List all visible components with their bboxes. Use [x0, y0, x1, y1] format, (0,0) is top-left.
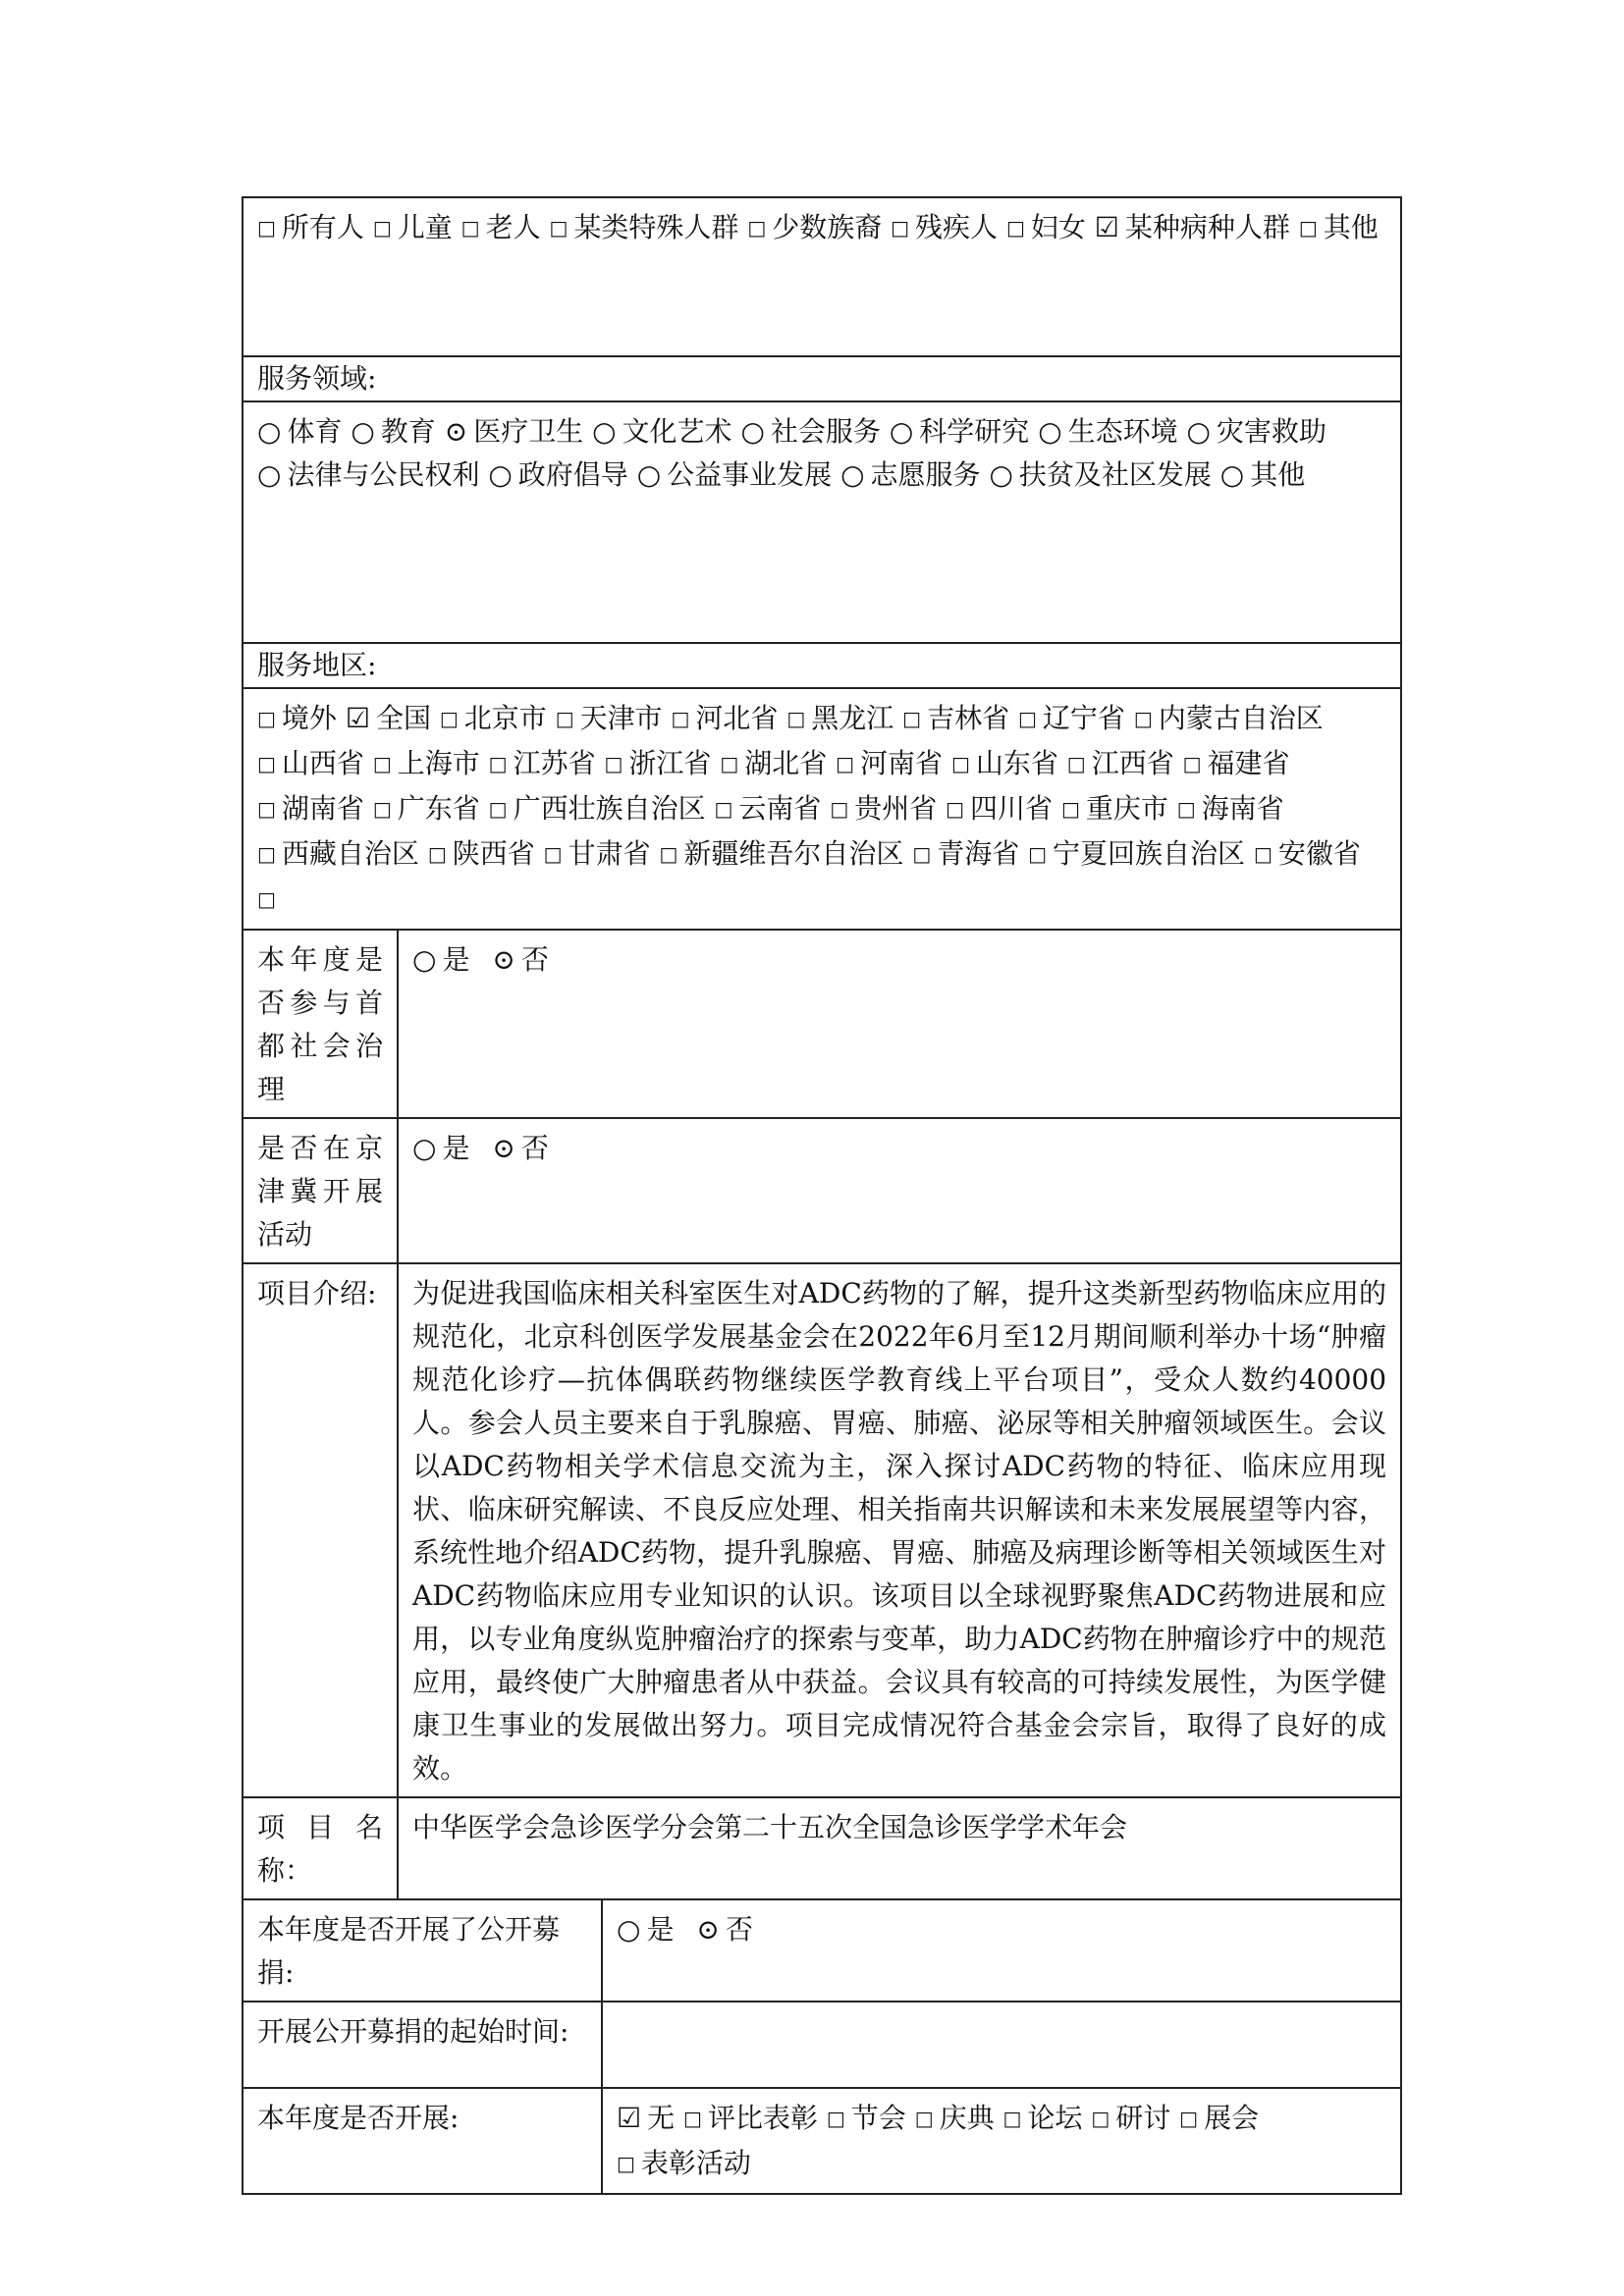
option-11[interactable]: [840, 458, 980, 491]
option-label: 科学研究: [919, 415, 1030, 448]
option-22[interactable]: [830, 792, 937, 825]
option-7[interactable]: [1018, 702, 1125, 734]
radio-selected-icon: ⊙: [492, 1132, 515, 1164]
option-label: 吉林省: [927, 702, 1010, 734]
radio-empty-icon: ○: [740, 415, 765, 448]
option-label: 境外: [281, 702, 337, 734]
option-4[interactable]: [672, 702, 779, 734]
option-1[interactable]: [346, 702, 431, 734]
option-label: 公益事业发展: [667, 458, 833, 491]
radio-selected-icon: ⊙: [696, 1913, 720, 1946]
option-3[interactable]: [549, 211, 738, 243]
checkbox-icon: □: [257, 842, 276, 866]
activities-label: 本年度是否开展:: [243, 2088, 602, 2194]
checkbox-checked-icon: ☑: [617, 2102, 642, 2134]
option-label: 湖北省: [744, 747, 828, 779]
option-label: 老人: [485, 211, 541, 243]
option-label: 灾害救助: [1216, 415, 1326, 448]
checkbox-icon: □: [488, 752, 508, 775]
option-31[interactable]: [1028, 837, 1245, 870]
option-label: 妇女: [1030, 211, 1086, 243]
checkbox-checked-icon: ☑: [345, 702, 370, 734]
option-5[interactable]: [786, 702, 893, 734]
target-groups-options: [257, 206, 1386, 251]
option-label: 安徽省: [1277, 837, 1361, 870]
checkbox-icon: □: [439, 707, 459, 730]
activities-row: [243, 2088, 1401, 2194]
radio-empty-icon: ○: [412, 1132, 437, 1164]
option-23[interactable]: [946, 792, 1053, 825]
checkbox-icon: □: [1066, 752, 1086, 775]
fundraising-start-value: [602, 2002, 1401, 2088]
option-label: 北京市: [463, 702, 547, 734]
option-label: 法律与公民权利: [287, 458, 480, 491]
option-9[interactable]: [488, 458, 627, 491]
option-8[interactable]: [257, 458, 479, 491]
checkbox-icon: □: [372, 216, 392, 240]
option-12[interactable]: [989, 458, 1211, 491]
option-label: 其他: [1250, 458, 1306, 491]
option-label: 节会: [850, 2102, 906, 2134]
option-label: 医疗卫生: [473, 415, 584, 448]
checkbox-icon: □: [555, 707, 574, 730]
target-groups-row: [243, 197, 1401, 356]
option-label: 广西壮族自治区: [513, 792, 706, 825]
option-24[interactable]: [1061, 792, 1168, 825]
checkbox-checked-icon: ☑: [1094, 211, 1119, 243]
radio-empty-icon: ○: [617, 1913, 641, 1946]
option-6[interactable]: [902, 702, 1009, 734]
option-label: 四川省: [970, 792, 1054, 825]
capital-governance-row: [243, 930, 1401, 1118]
option-label: 无: [647, 2102, 676, 2134]
option-label: 贵州省: [854, 792, 938, 825]
checkbox-icon: □: [372, 752, 392, 775]
option-1[interactable]: [373, 211, 453, 243]
option-10[interactable]: [637, 458, 832, 491]
option-label: 政府倡导: [517, 458, 628, 491]
checkbox-icon: □: [786, 707, 806, 730]
option-label: 残疾人: [915, 211, 999, 243]
radio-empty-icon: ○: [1186, 415, 1211, 448]
option-label: 扶贫及社区发展: [1018, 458, 1212, 491]
option-21[interactable]: [714, 792, 821, 825]
option-label: 天津市: [579, 702, 663, 734]
option-6[interactable]: [1179, 2102, 1259, 2134]
option-label: 其他: [1323, 211, 1379, 243]
checkbox-icon: □: [683, 2107, 702, 2130]
project-intro-label: 项目介绍:: [243, 1263, 398, 1797]
option-3[interactable]: [915, 2102, 995, 2134]
option-17[interactable]: [1183, 747, 1290, 779]
radio-empty-icon: ○: [592, 415, 617, 448]
jingjinji-row: [243, 1118, 1401, 1263]
project-intro-row: [243, 1263, 1401, 1797]
radio-empty-icon: ○: [989, 458, 1013, 491]
checkbox-icon: □: [257, 752, 276, 775]
checkbox-icon: □: [257, 216, 276, 240]
option-label: 少数族裔: [772, 211, 883, 243]
checkbox-icon: □: [671, 707, 690, 730]
option-7[interactable]: [617, 2147, 751, 2179]
checkbox-icon: □: [1182, 752, 1202, 775]
option-label: 浙江省: [628, 747, 712, 779]
option-0[interactable]: [257, 415, 342, 448]
option-label: 上海市: [397, 747, 480, 779]
jingjinji-label: 是否在京津冀开展活动: [243, 1118, 398, 1263]
checkbox-icon: □: [891, 216, 910, 240]
option-26[interactable]: [257, 837, 419, 870]
checkbox-icon: □: [257, 707, 276, 730]
capital-governance-no[interactable]: ⊙ 否: [492, 943, 549, 976]
checkbox-icon: □: [1133, 707, 1153, 730]
radio-empty-icon: ○: [1038, 415, 1062, 448]
checkbox-icon: □: [912, 842, 932, 866]
service-field-row: [243, 401, 1401, 643]
checkbox-icon: □: [1028, 842, 1048, 866]
checkbox-icon: □: [1179, 2107, 1199, 2130]
option-label: 山西省: [281, 747, 364, 779]
option-label: 山东省: [975, 747, 1058, 779]
option-label: 云南省: [738, 792, 822, 825]
project-name-row: [243, 1797, 1401, 1899]
jingjinji-yes[interactable]: ○ 是: [412, 1132, 470, 1164]
checkbox-icon: □: [1253, 842, 1272, 866]
option-label: 评比表彰: [707, 2102, 818, 2134]
option-2[interactable]: [461, 211, 541, 243]
option-label: 研讨: [1115, 2102, 1171, 2134]
checkbox-icon: □: [720, 752, 739, 775]
option-label: 论坛: [1027, 2102, 1083, 2134]
option-4[interactable]: [740, 415, 880, 448]
fundraising-start-label: 开展公开募捐的起始时间:: [243, 2002, 602, 2088]
option-label: 海南省: [1201, 792, 1284, 825]
checkbox-icon: □: [914, 2107, 934, 2130]
checkbox-icon: □: [946, 797, 965, 821]
option-33[interactable]: [257, 882, 282, 915]
option-16[interactable]: [1067, 747, 1174, 779]
option-6[interactable]: [1038, 415, 1177, 448]
option-label: 福建省: [1207, 747, 1290, 779]
checkbox-icon: □: [1002, 2107, 1022, 2130]
radio-empty-icon: ○: [636, 458, 662, 491]
radio-empty-icon: ○: [257, 458, 282, 491]
option-1[interactable]: [351, 415, 435, 448]
public-fundraising-label: 本年度是否开展了公开募捐:: [243, 1899, 602, 2002]
option-label: 展会: [1204, 2102, 1260, 2134]
option-2[interactable]: [440, 702, 547, 734]
checkbox-icon: □: [747, 216, 767, 240]
option-5[interactable]: [1091, 2102, 1170, 2134]
radio-empty-icon: ○: [351, 415, 375, 448]
option-label: 庆典: [939, 2102, 995, 2134]
public-fundraising-no[interactable]: ⊙ 否: [696, 1913, 753, 1946]
checkbox-icon: □: [604, 752, 623, 775]
option-2[interactable]: [445, 415, 583, 448]
checkbox-icon: □: [1060, 797, 1080, 821]
option-5[interactable]: [891, 211, 998, 243]
checkbox-icon: □: [549, 216, 568, 240]
option-20[interactable]: [489, 792, 706, 825]
option-8[interactable]: [1134, 702, 1324, 734]
radio-empty-icon: ○: [840, 458, 865, 491]
option-label: 儿童: [397, 211, 453, 243]
service-field-label-row: [243, 356, 1401, 401]
checkbox-icon: □: [372, 797, 392, 821]
radio-empty-icon: ○: [1219, 458, 1245, 491]
option-0[interactable]: [617, 2102, 675, 2134]
checkbox-icon: □: [659, 842, 678, 866]
option-label: 辽宁省: [1042, 702, 1125, 734]
option-28[interactable]: [544, 837, 651, 870]
option-label: 青海省: [937, 837, 1020, 870]
option-label: 西藏自治区: [281, 837, 419, 870]
project-name-value: 中华医学会急诊医学分会第二十五次全国急诊医学学术年会: [398, 1797, 1401, 1899]
jingjinji-no[interactable]: ⊙ 否: [492, 1132, 549, 1164]
option-30[interactable]: [912, 837, 1019, 870]
option-15[interactable]: [951, 747, 1058, 779]
option-label: 所有人: [281, 211, 364, 243]
checkbox-icon: □: [830, 797, 849, 821]
checkbox-icon: □: [460, 216, 480, 240]
checkbox-icon: □: [617, 2152, 635, 2175]
radio-empty-icon: ○: [488, 458, 513, 491]
checkbox-icon: □: [1176, 797, 1196, 821]
radio-empty-icon: ○: [257, 415, 282, 448]
service-region-label-row: [243, 643, 1401, 688]
option-13[interactable]: [720, 747, 827, 779]
service-region-row: [243, 688, 1401, 930]
fundraising-start-row: [243, 2002, 1401, 2088]
option-5[interactable]: [890, 415, 1029, 448]
option-14[interactable]: [836, 747, 943, 779]
option-32[interactable]: [1254, 837, 1361, 870]
checkbox-icon: □: [257, 797, 276, 821]
option-label: 某类特殊人群: [573, 211, 739, 243]
checkbox-icon: □: [1005, 216, 1025, 240]
public-fundraising-yes[interactable]: ○ 是: [617, 1913, 675, 1946]
option-label: 生态环境: [1067, 415, 1178, 448]
option-label: 广东省: [397, 792, 480, 825]
checkbox-icon: □: [1018, 707, 1037, 730]
checkbox-icon: □: [826, 2107, 845, 2130]
option-label: 新疆维吾尔自治区: [683, 837, 904, 870]
option-11[interactable]: [489, 747, 596, 779]
checkbox-icon: □: [836, 752, 855, 775]
option-label: 志愿服务: [870, 458, 981, 491]
service-region-options: [257, 697, 1386, 923]
option-label: 教育: [380, 415, 436, 448]
checkbox-icon: □: [257, 887, 276, 911]
option-3[interactable]: [556, 702, 663, 734]
checkbox-icon: □: [714, 797, 733, 821]
option-2[interactable]: [827, 2102, 906, 2134]
checkbox-icon: □: [488, 797, 508, 821]
checkbox-icon: □: [1091, 2107, 1110, 2130]
option-label: 湖南省: [281, 792, 364, 825]
option-1[interactable]: [683, 2102, 818, 2134]
option-label: 河南省: [860, 747, 944, 779]
checkbox-icon: □: [427, 842, 447, 866]
capital-governance-yes[interactable]: ○ 是: [412, 943, 470, 976]
option-18[interactable]: [257, 792, 364, 825]
option-label: 甘肃省: [568, 837, 651, 870]
checkbox-icon: □: [1298, 216, 1318, 240]
option-label: 全国: [375, 702, 431, 734]
option-label: 河北省: [695, 702, 779, 734]
option-10[interactable]: [373, 747, 480, 779]
activities-options: [617, 2097, 1386, 2187]
option-4[interactable]: [747, 211, 882, 243]
option-6[interactable]: [1006, 211, 1086, 243]
option-19[interactable]: [373, 792, 480, 825]
option-13[interactable]: [1220, 458, 1305, 491]
project-report-table: [242, 196, 1402, 2195]
checkbox-icon: □: [902, 707, 922, 730]
option-8[interactable]: [1299, 211, 1379, 243]
capital-governance-label: 本年度是否参与首都社会治理: [243, 930, 398, 1118]
option-label: 文化艺术: [622, 415, 732, 448]
option-label: 社会服务: [770, 415, 881, 448]
project-intro-text: 为促进我国临床相关科室医生对ADC药物的了解，提升这类新型药物临床应用的规范化，北京科创医学发展基金会在2022年6月至12月期间顺利举办十场“肿瘤规范化诊疗—抗体偶联药物继续医学教育线上平台项目”，受众人数约40000人。参会人员主要来自于乳腺癌、胃癌、肺癌、泌尿等相关肿瘤领域医生。会议以ADC药物相关学术信息交流为主，深入探讨ADC药物的特征、临床应用现状、临床研究解读、不良反应处理、相关指南共识解读和未来发展展望等内容，系统性地介绍ADC药物，提升乳腺癌、胃癌、肺癌及病理诊断等相关领域医生对ADC药物临床应用专业知识的认识。该项目以全球视野聚焦ADC药物进展和应用，以专业角度纵览肿瘤治疗的探索与变革，助力ADC药物在肿瘤诊疗中的规范应用，最终使广大肿瘤患者从中获益。会议具有较高的可持续发展性，为医学健康卫生事业的发展做出努力。项目完成情况符合基金会宗旨，取得了良好的成效。: [398, 1263, 1401, 1797]
option-label: 某种病种人群: [1124, 211, 1290, 243]
option-label: 表彰活动: [640, 2147, 751, 2179]
option-label: 重庆市: [1085, 792, 1168, 825]
service-field-label: 服务领域:: [257, 362, 377, 395]
checkbox-icon: □: [950, 752, 970, 775]
option-12[interactable]: [604, 747, 711, 779]
option-label: 黑龙江: [811, 702, 894, 734]
radio-empty-icon: ○: [412, 943, 437, 976]
radio-selected-icon: ⊙: [444, 415, 468, 448]
option-7[interactable]: [1095, 211, 1290, 243]
option-29[interactable]: [659, 837, 903, 870]
option-label: 内蒙古自治区: [1158, 702, 1324, 734]
option-label: 江西省: [1091, 747, 1174, 779]
radio-empty-icon: ○: [889, 415, 914, 448]
public-fundraising-row: [243, 1899, 1401, 2002]
project-name-label: 项目名称：: [243, 1797, 398, 1899]
option-label: 陕西省: [452, 837, 535, 870]
option-label: 江苏省: [513, 747, 596, 779]
radio-selected-icon: ⊙: [492, 943, 515, 976]
option-label: 体育: [287, 415, 343, 448]
service-field-options: [257, 410, 1386, 497]
checkbox-icon: □: [543, 842, 563, 866]
option-27[interactable]: [428, 837, 535, 870]
option-4[interactable]: [1003, 2102, 1083, 2134]
service-region-label: 服务地区:: [257, 649, 377, 681]
option-label: 宁夏回族自治区: [1053, 837, 1246, 870]
option-0[interactable]: [257, 211, 364, 243]
option-25[interactable]: [1177, 792, 1284, 825]
option-3[interactable]: [592, 415, 731, 448]
option-9[interactable]: [257, 747, 364, 779]
option-0[interactable]: [257, 702, 337, 734]
option-7[interactable]: [1187, 415, 1326, 448]
